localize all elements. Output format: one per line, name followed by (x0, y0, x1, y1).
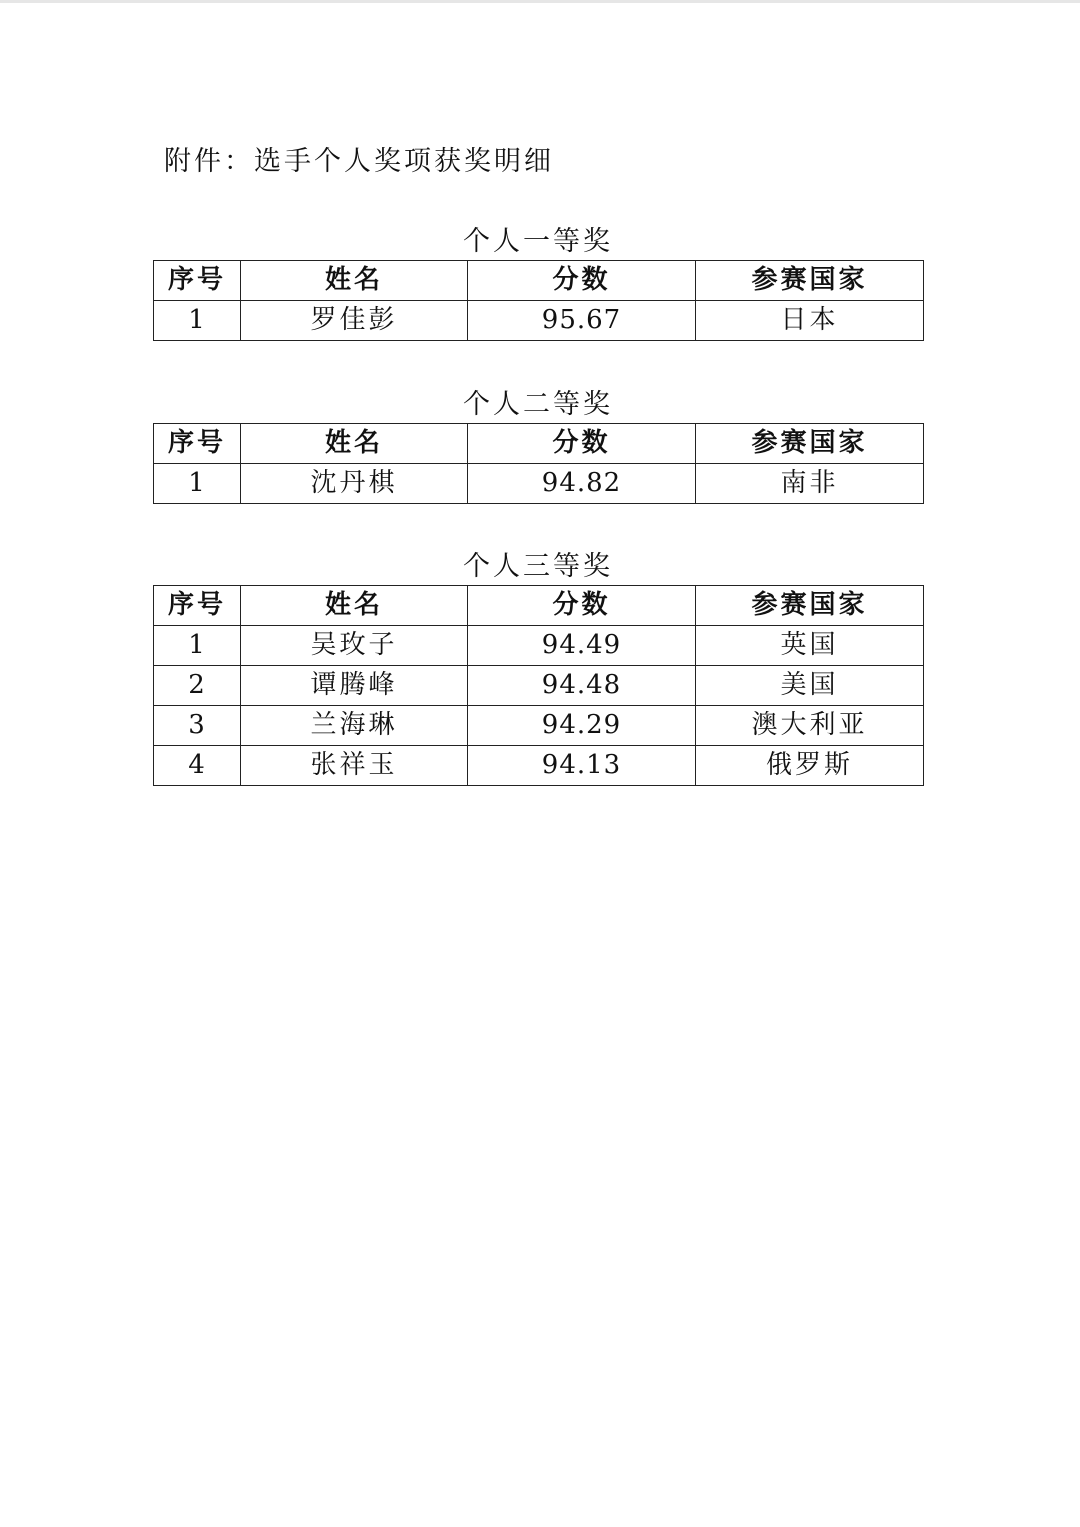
award-table (153, 260, 924, 341)
table-row (154, 301, 924, 341)
cell-country: 俄罗斯 (696, 746, 924, 786)
cell-score: 94.48 (468, 666, 696, 706)
header-score: 分数 (468, 261, 696, 301)
header-country: 参赛国家 (696, 424, 924, 464)
header-country: 参赛国家 (696, 261, 924, 301)
cell-country: 日本 (696, 301, 924, 341)
section-title: 个人二等奖 (463, 389, 613, 420)
table-header-row (154, 586, 924, 626)
header-score: 分数 (468, 424, 696, 464)
cell-score: 94.13 (468, 746, 696, 786)
cell-country: 英国 (696, 626, 924, 666)
cell-score: 94.29 (468, 706, 696, 746)
award-section-second (153, 387, 923, 504)
award-table (153, 585, 924, 786)
cell-name: 吴玫子 (241, 626, 468, 666)
award-section-third (153, 549, 923, 786)
cell-country: 美国 (696, 666, 924, 706)
cell-score: 95.67 (468, 301, 696, 341)
header-score: 分数 (468, 586, 696, 626)
award-table (153, 423, 924, 504)
table-row (154, 464, 924, 504)
header-seq: 序号 (154, 261, 241, 301)
cell-seq: 1 (154, 301, 241, 341)
table-row (154, 746, 924, 786)
section-title: 个人一等奖 (463, 226, 613, 257)
header-name: 姓名 (241, 586, 468, 626)
cell-name: 兰海琳 (241, 706, 468, 746)
page-top-divider (0, 0, 1080, 3)
cell-seq: 3 (154, 706, 241, 746)
cell-score: 94.82 (468, 464, 696, 504)
section-title: 个人三等奖 (463, 551, 613, 582)
cell-score: 94.49 (468, 626, 696, 666)
header-seq: 序号 (154, 586, 241, 626)
cell-name: 罗佳彭 (241, 301, 468, 341)
header-country: 参赛国家 (696, 586, 924, 626)
cell-name: 张祥玉 (241, 746, 468, 786)
table-row (154, 626, 924, 666)
cell-country: 南非 (696, 464, 924, 504)
cell-seq: 1 (154, 464, 241, 504)
cell-seq: 4 (154, 746, 241, 786)
header-name: 姓名 (241, 424, 468, 464)
cell-country: 澳大利亚 (696, 706, 924, 746)
table-row (154, 706, 924, 746)
cell-name: 谭腾峰 (241, 666, 468, 706)
cell-seq: 2 (154, 666, 241, 706)
table-header-row (154, 261, 924, 301)
award-section-first (153, 224, 923, 341)
cell-name: 沈丹棋 (241, 464, 468, 504)
table-row (154, 666, 924, 706)
attachment-title: 附件：选手个人奖项获奖明细 (164, 146, 554, 177)
cell-seq: 1 (154, 626, 241, 666)
header-name: 姓名 (241, 261, 468, 301)
header-seq: 序号 (154, 424, 241, 464)
table-header-row (154, 424, 924, 464)
